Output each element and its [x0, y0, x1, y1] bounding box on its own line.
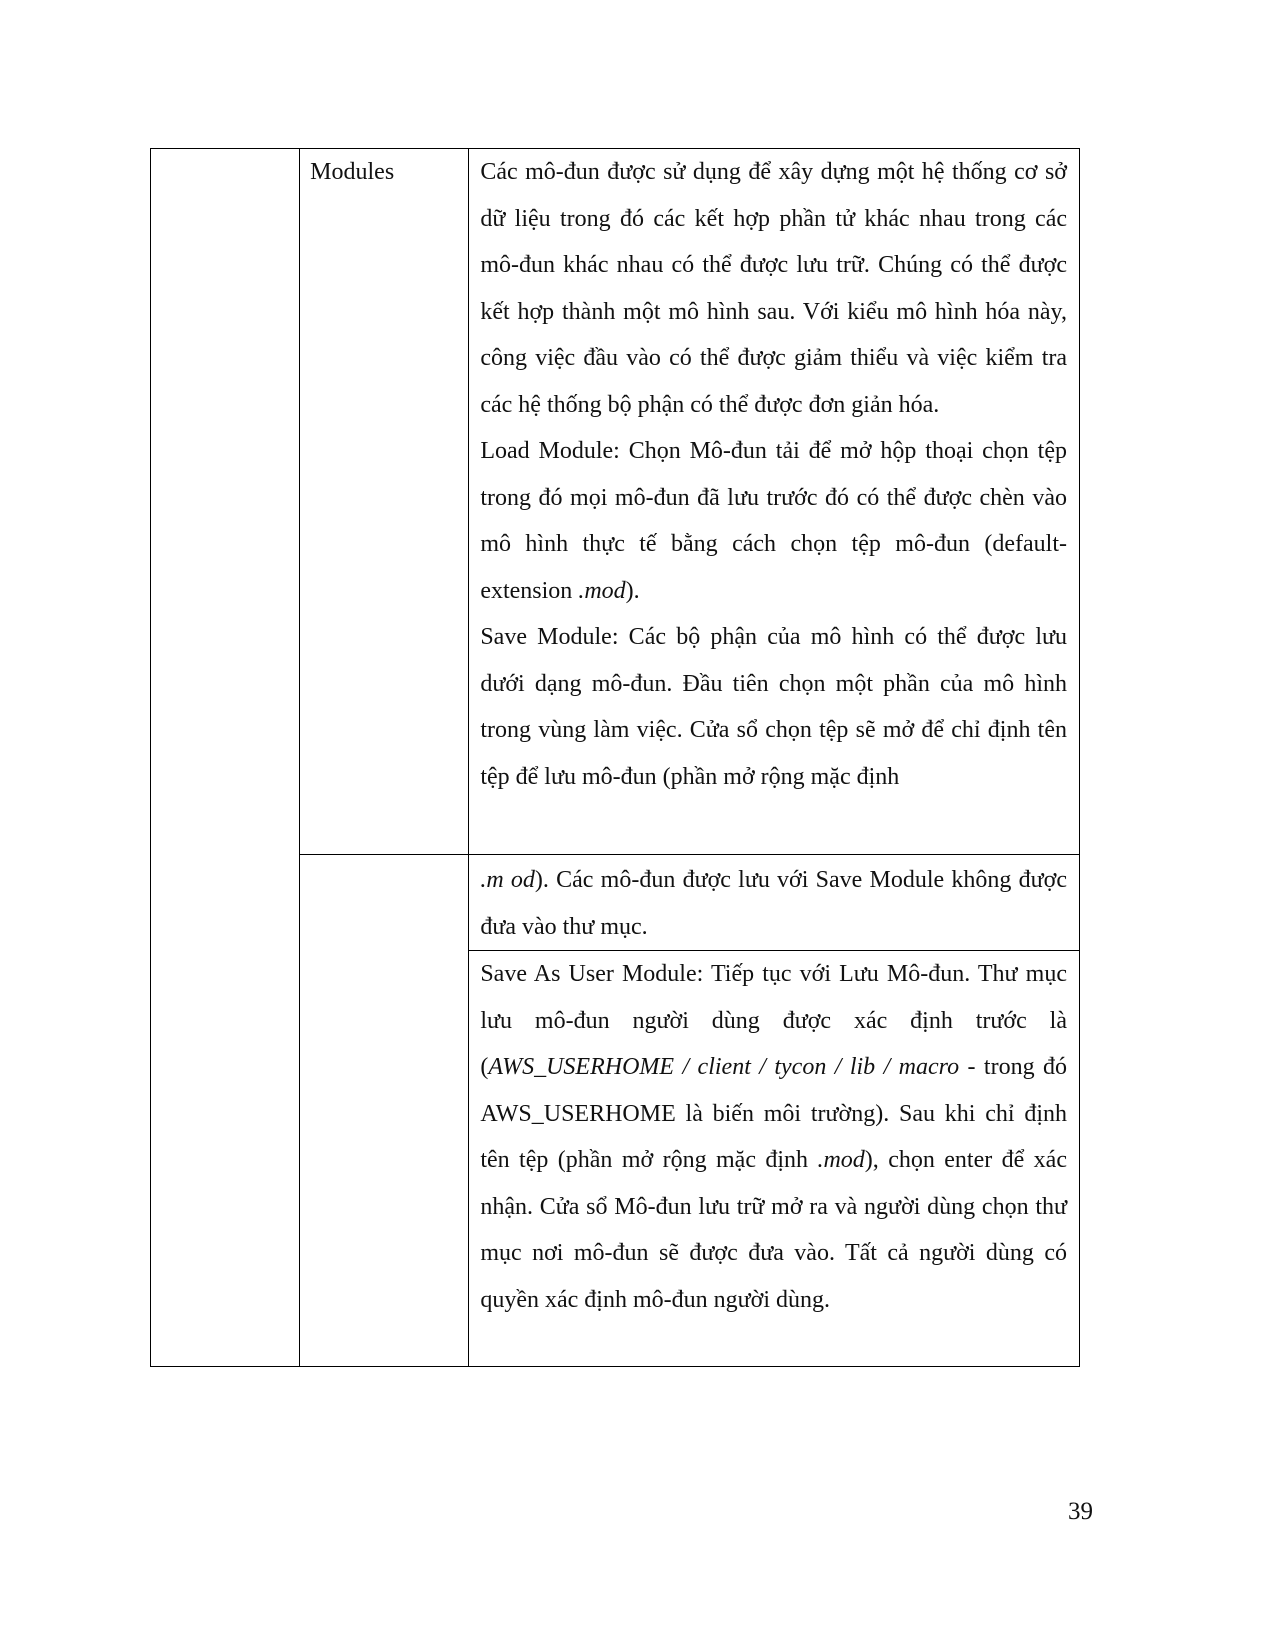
- mod-extension: .mod: [578, 577, 626, 604]
- description-cell: [469, 149, 1080, 855]
- paragraph-save-module-continued: [469, 855, 1079, 950]
- empty-category-cell: [151, 149, 300, 1367]
- term-modules: Modules: [310, 159, 395, 185]
- save-module-continued-text: ). Các mô-đun được lưu với Save Module không được đưa vào thư mục.: [480, 867, 1068, 940]
- paragraph-load-module: [480, 428, 1067, 614]
- empty-term-cell: [300, 855, 469, 1367]
- description-continued-cell: [469, 855, 1080, 951]
- description-text: [469, 149, 1079, 800]
- load-module-text: Load Module: Chọn Mô-đun tải để mở hộp thoại chọn tệp trong đó mọi mô-đun đã lưu trước đó có thể được chèn vào mô hình thực tế bằng cách chọn tệp mô-đun (default-extension: [480, 438, 1067, 604]
- page-number: 39: [1068, 1498, 1093, 1525]
- paragraph-intro: Các mô-đun được sử dụng để xây dựng một hệ thống cơ sở dữ liệu trong đó các kết hợp phần tử khác nhau trong các mô-đun khác nhau có thể được lưu trữ. Chúng có thể được kết hợp thành một mô hình sau. Với kiểu mô hình hóa này, công việc đầu vào có thể được giảm thiểu và việc kiểm tra các hệ thống bộ phận có thể được đơn giản hóa.: [480, 159, 1067, 418]
- save-as-user-text-c: ), chọn enter để xác nhận. Cửa sổ Mô-đun lưu trữ mở ra và người dùng chọn thư mục nơi mô-đun sẽ được đưa vào. Tất cả người dùng có quyền xác định mô-đun người dùng.: [480, 1147, 1067, 1313]
- mod-extension-split: .m od: [480, 867, 535, 893]
- table-row: [151, 149, 1080, 855]
- paragraph-save-module: Save Module: Các bộ phận của mô hình có thể được lưu dưới dạng mô-đun. Đầu tiên chọn một phần của mô hình trong vùng làm việc. Cửa sổ chọn tệp sẽ mở để chỉ định tên tệp để lưu mô-đun (phần mở rộng mặc định: [480, 624, 1067, 790]
- term-cell: [300, 149, 469, 855]
- save-as-user-module-cell: [469, 951, 1080, 1367]
- definition-table: [150, 148, 1080, 1367]
- load-module-end: ).: [625, 577, 640, 604]
- user-module-path: AWS_USERHOME / client / tycon / lib / macro: [488, 1054, 960, 1080]
- save-as-user-text-a: Save As User Module: Tiếp tục với Lưu Mô-đun. Thư mục lưu mô-đun người dùng được xác định trước là (: [480, 961, 1067, 1080]
- paragraph-save-as-user-module: [469, 951, 1079, 1323]
- save-as-user-text-b: - trong đó AWS_USERHOME là biến môi trường). Sau khi chỉ định tên tệp (phần mở rộng mặc định: [480, 1054, 1068, 1173]
- mod-extension-user: .mod: [817, 1147, 865, 1173]
